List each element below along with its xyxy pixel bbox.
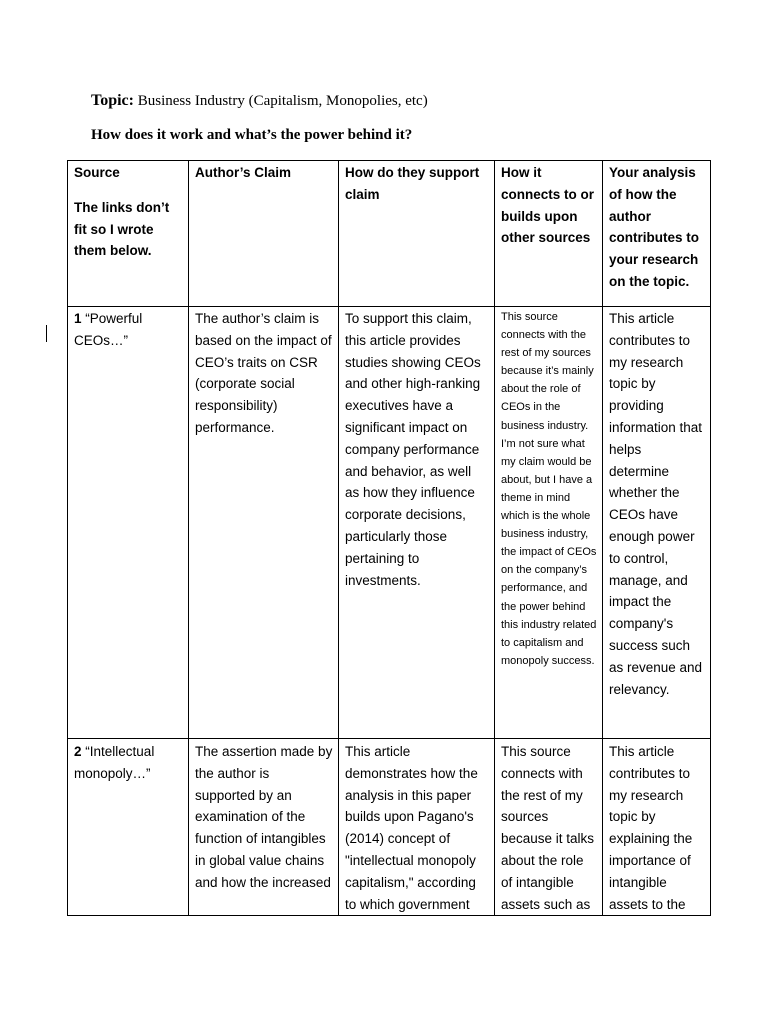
text-cursor <box>46 325 47 342</box>
row-1-source <box>68 307 189 739</box>
header-source <box>68 161 189 307</box>
topic-text: Business Industry (Capitalism, Monopolies, etc) <box>137 93 428 109</box>
row-1-source-title: “Powerful CEOs…” <box>74 311 143 348</box>
research-table <box>67 160 711 916</box>
row-2-number: 2 <box>74 744 82 759</box>
header-source-note: The links don’t fit so I wrote them below. <box>74 199 170 259</box>
header-claim: Author’s Claim <box>189 161 339 307</box>
row-1-analysis: This article contributes to my research topic by providing information that helps determine whether the CEOs have enough power to control, manage, and impact the company's success such as revenue and relevancy. <box>603 307 711 739</box>
row-2-analysis: This article contributes to my research topic by explaining the importance of intangible assets to the <box>603 739 711 916</box>
table-row <box>68 307 711 739</box>
header-support: How do they support claim <box>339 161 495 307</box>
row-1-claim: The author’s claim is based on the impact of CEO’s traits on CSR (corporate social responsibility) performance. <box>189 307 339 739</box>
research-question: How does it work and what’s the power behind it? <box>91 127 413 143</box>
table-row <box>68 739 711 916</box>
row-1-number: 1 <box>74 311 82 326</box>
header-analysis: Your analysis of how the author contributes to your research on the topic. <box>603 161 711 307</box>
row-2-connects: This source connects with the rest of my sources because it talks about the role of intangible assets such as <box>495 739 603 916</box>
header-source-label: Source <box>74 165 120 180</box>
header-row <box>68 161 711 307</box>
row-2-source <box>68 739 189 916</box>
topic-line <box>91 92 428 110</box>
row-2-source-title: “Intellectual monopoly…” <box>74 744 155 781</box>
row-2-claim: The assertion made by the author is supported by an examination of the function of intangibles in global value chains and how the increased <box>189 739 339 916</box>
row-1-support: To support this claim, this article provides studies showing CEOs and other high-ranking executives have a significant impact on company performance and behavior, as well as how they influence corporate decisions, particularly those pertaining to investments. <box>339 307 495 739</box>
header-connects: How it connects to or builds upon other sources <box>495 161 603 307</box>
topic-label: Topic: <box>91 92 134 109</box>
row-2-support: This article demonstrates how the analysis in this paper builds upon Pagano's (2014) concept of "intellectual monopoly capitalism," according to which government <box>339 739 495 916</box>
row-1-connects: This source connects with the rest of my sources because it’s mainly about the role of CEOs in the business industry. I’m not sure what my claim would be about, but I have a theme in mind which is the whole business industry, the impact of CEOs on the company’s performance, and the power behind this industry related to capitalism and monopoly success. <box>495 307 603 739</box>
